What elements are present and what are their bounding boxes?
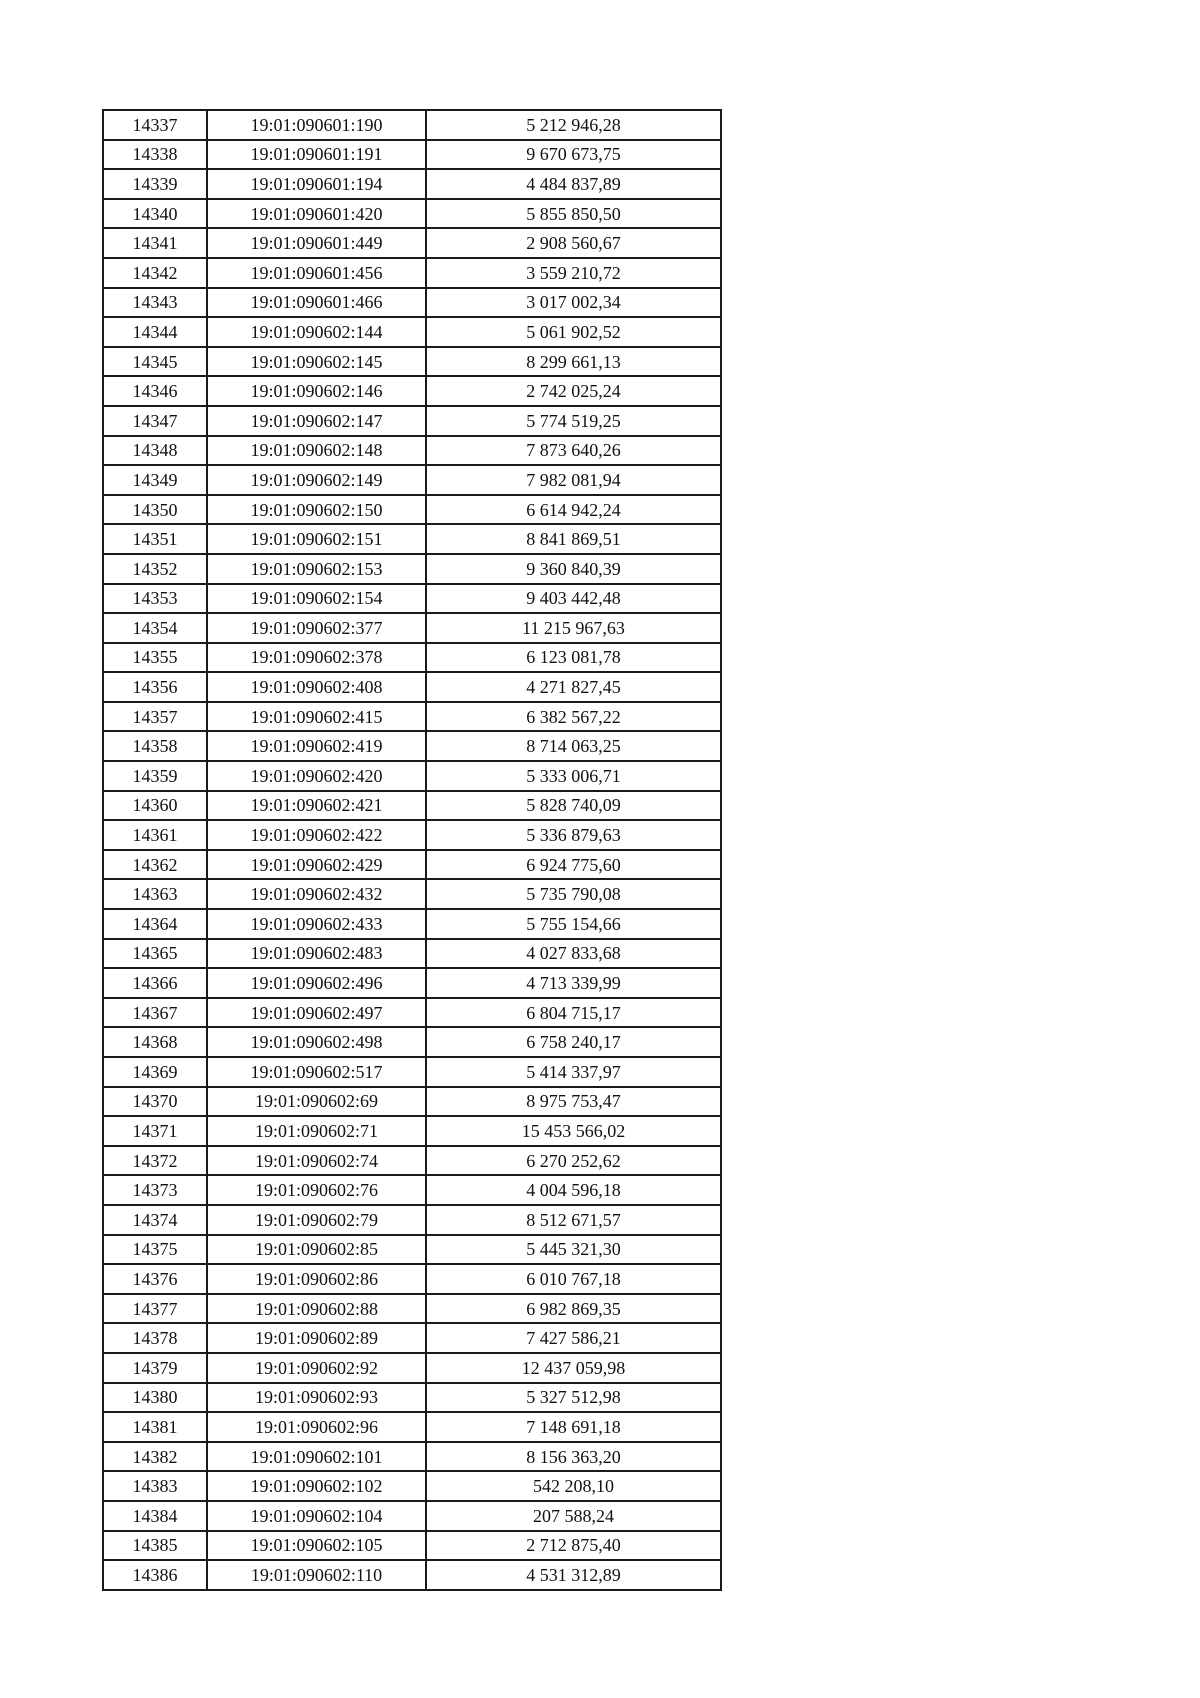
cadastral-number-cell: 19:01:090602:498 xyxy=(207,1027,426,1057)
cadastral-number-cell: 19:01:090602:79 xyxy=(207,1205,426,1235)
table-row xyxy=(103,1294,721,1324)
value-cell: 6 924 775,60 xyxy=(426,850,721,880)
cadastral-number-cell: 19:01:090602:86 xyxy=(207,1264,426,1294)
row-number-cell: 14361 xyxy=(103,820,207,850)
row-number-cell: 14374 xyxy=(103,1205,207,1235)
table-row xyxy=(103,1205,721,1235)
value-cell: 5 855 850,50 xyxy=(426,199,721,229)
row-number-cell: 14337 xyxy=(103,110,207,140)
value-cell: 9 403 442,48 xyxy=(426,584,721,614)
cadastral-number-cell: 19:01:090602:149 xyxy=(207,465,426,495)
table-row xyxy=(103,317,721,347)
value-cell: 4 027 833,68 xyxy=(426,939,721,969)
row-number-cell: 14358 xyxy=(103,731,207,761)
value-cell: 6 382 567,22 xyxy=(426,702,721,732)
table-row xyxy=(103,406,721,436)
cadastral-number-cell: 19:01:090602:150 xyxy=(207,495,426,525)
row-number-cell: 14363 xyxy=(103,879,207,909)
value-cell: 8 714 063,25 xyxy=(426,731,721,761)
cadastral-number-cell: 19:01:090602:517 xyxy=(207,1057,426,1087)
cadastral-number-cell: 19:01:090601:190 xyxy=(207,110,426,140)
cadastral-number-cell: 19:01:090602:89 xyxy=(207,1323,426,1353)
row-number-cell: 14384 xyxy=(103,1501,207,1531)
row-number-cell: 14381 xyxy=(103,1412,207,1442)
cadastral-number-cell: 19:01:090602:433 xyxy=(207,909,426,939)
value-cell: 2 742 025,24 xyxy=(426,376,721,406)
value-cell: 5 212 946,28 xyxy=(426,110,721,140)
row-number-cell: 14338 xyxy=(103,140,207,170)
cadastral-number-cell: 19:01:090602:85 xyxy=(207,1235,426,1265)
row-number-cell: 14353 xyxy=(103,584,207,614)
row-number-cell: 14346 xyxy=(103,376,207,406)
cadastral-number-cell: 19:01:090602:420 xyxy=(207,761,426,791)
value-cell: 2 712 875,40 xyxy=(426,1531,721,1561)
row-number-cell: 14342 xyxy=(103,258,207,288)
cadastral-number-cell: 19:01:090602:496 xyxy=(207,968,426,998)
value-cell: 5 336 879,63 xyxy=(426,820,721,850)
table-row xyxy=(103,228,721,258)
cadastral-number-cell: 19:01:090601:456 xyxy=(207,258,426,288)
cadastral-number-cell: 19:01:090602:497 xyxy=(207,998,426,1028)
row-number-cell: 14379 xyxy=(103,1353,207,1383)
value-cell: 6 758 240,17 xyxy=(426,1027,721,1057)
cadastral-number-cell: 19:01:090602:148 xyxy=(207,436,426,466)
cadastral-number-cell: 19:01:090602:92 xyxy=(207,1353,426,1383)
cadastral-number-cell: 19:01:090602:419 xyxy=(207,731,426,761)
table-row xyxy=(103,376,721,406)
row-number-cell: 14362 xyxy=(103,850,207,880)
table-row xyxy=(103,1383,721,1413)
value-cell: 4 271 827,45 xyxy=(426,672,721,702)
value-cell: 5 061 902,52 xyxy=(426,317,721,347)
row-number-cell: 14383 xyxy=(103,1471,207,1501)
value-cell: 8 841 869,51 xyxy=(426,524,721,554)
table-row xyxy=(103,1175,721,1205)
cadastral-number-cell: 19:01:090602:432 xyxy=(207,879,426,909)
table-row xyxy=(103,731,721,761)
value-cell: 6 123 081,78 xyxy=(426,643,721,673)
value-cell: 5 333 006,71 xyxy=(426,761,721,791)
table-row xyxy=(103,1560,721,1590)
table-row xyxy=(103,1471,721,1501)
table-row xyxy=(103,169,721,199)
table-row xyxy=(103,820,721,850)
cadastral-number-cell: 19:01:090602:74 xyxy=(207,1146,426,1176)
row-number-cell: 14370 xyxy=(103,1087,207,1117)
value-cell: 542 208,10 xyxy=(426,1471,721,1501)
cadastral-number-cell: 19:01:090602:154 xyxy=(207,584,426,614)
row-number-cell: 14364 xyxy=(103,909,207,939)
value-cell: 5 327 512,98 xyxy=(426,1383,721,1413)
cadastral-number-cell: 19:01:090602:93 xyxy=(207,1383,426,1413)
row-number-cell: 14377 xyxy=(103,1294,207,1324)
row-number-cell: 14357 xyxy=(103,702,207,732)
value-cell: 4 004 596,18 xyxy=(426,1175,721,1205)
row-number-cell: 14369 xyxy=(103,1057,207,1087)
row-number-cell: 14348 xyxy=(103,436,207,466)
cadastral-number-cell: 19:01:090602:429 xyxy=(207,850,426,880)
table-row xyxy=(103,524,721,554)
value-cell: 15 453 566,02 xyxy=(426,1116,721,1146)
cadastral-number-cell: 19:01:090601:466 xyxy=(207,288,426,318)
table-row xyxy=(103,761,721,791)
table-row xyxy=(103,1057,721,1087)
table-row xyxy=(103,998,721,1028)
cadastral-number-cell: 19:01:090602:69 xyxy=(207,1087,426,1117)
cadastral-number-cell: 19:01:090602:483 xyxy=(207,939,426,969)
row-number-cell: 14352 xyxy=(103,554,207,584)
value-cell: 5 828 740,09 xyxy=(426,791,721,821)
row-number-cell: 14344 xyxy=(103,317,207,347)
table-row xyxy=(103,199,721,229)
table-row xyxy=(103,436,721,466)
table-row xyxy=(103,968,721,998)
cadastral-number-cell: 19:01:090602:377 xyxy=(207,613,426,643)
row-number-cell: 14375 xyxy=(103,1235,207,1265)
cadastral-number-cell: 19:01:090602:421 xyxy=(207,791,426,821)
row-number-cell: 14385 xyxy=(103,1531,207,1561)
row-number-cell: 14372 xyxy=(103,1146,207,1176)
value-cell: 3 017 002,34 xyxy=(426,288,721,318)
table-row xyxy=(103,495,721,525)
table-row xyxy=(103,672,721,702)
value-cell: 6 614 942,24 xyxy=(426,495,721,525)
row-number-cell: 14386 xyxy=(103,1560,207,1590)
table-row xyxy=(103,1412,721,1442)
row-number-cell: 14341 xyxy=(103,228,207,258)
cadastral-number-cell: 19:01:090602:88 xyxy=(207,1294,426,1324)
table-row xyxy=(103,909,721,939)
table-row xyxy=(103,791,721,821)
value-cell: 6 270 252,62 xyxy=(426,1146,721,1176)
table-row xyxy=(103,702,721,732)
value-cell: 5 755 154,66 xyxy=(426,909,721,939)
value-cell: 207 588,24 xyxy=(426,1501,721,1531)
value-cell: 7 873 640,26 xyxy=(426,436,721,466)
cadastral-value-table xyxy=(102,109,722,1591)
value-cell: 6 804 715,17 xyxy=(426,998,721,1028)
value-cell: 5 414 337,97 xyxy=(426,1057,721,1087)
table-row xyxy=(103,1235,721,1265)
cadastral-number-cell: 19:01:090602:146 xyxy=(207,376,426,406)
table-row xyxy=(103,288,721,318)
row-number-cell: 14380 xyxy=(103,1383,207,1413)
cadastral-number-cell: 19:01:090601:194 xyxy=(207,169,426,199)
row-number-cell: 14345 xyxy=(103,347,207,377)
row-number-cell: 14349 xyxy=(103,465,207,495)
cadastral-number-cell: 19:01:090601:449 xyxy=(207,228,426,258)
table-row xyxy=(103,1027,721,1057)
row-number-cell: 14373 xyxy=(103,1175,207,1205)
cadastral-number-cell: 19:01:090602:104 xyxy=(207,1501,426,1531)
table-row xyxy=(103,1087,721,1117)
cadastral-number-cell: 19:01:090602:151 xyxy=(207,524,426,554)
value-cell: 8 512 671,57 xyxy=(426,1205,721,1235)
value-cell: 7 427 586,21 xyxy=(426,1323,721,1353)
value-cell: 8 156 363,20 xyxy=(426,1442,721,1472)
table-row xyxy=(103,850,721,880)
value-cell: 5 774 519,25 xyxy=(426,406,721,436)
table-row xyxy=(103,643,721,673)
table-row xyxy=(103,140,721,170)
row-number-cell: 14367 xyxy=(103,998,207,1028)
row-number-cell: 14382 xyxy=(103,1442,207,1472)
cadastral-number-cell: 19:01:090602:96 xyxy=(207,1412,426,1442)
row-number-cell: 14359 xyxy=(103,761,207,791)
value-cell: 4 484 837,89 xyxy=(426,169,721,199)
table-row xyxy=(103,554,721,584)
row-number-cell: 14368 xyxy=(103,1027,207,1057)
cadastral-number-cell: 19:01:090601:420 xyxy=(207,199,426,229)
table-row xyxy=(103,258,721,288)
value-cell: 4 713 339,99 xyxy=(426,968,721,998)
cadastral-number-cell: 19:01:090602:105 xyxy=(207,1531,426,1561)
row-number-cell: 14355 xyxy=(103,643,207,673)
cadastral-number-cell: 19:01:090602:145 xyxy=(207,347,426,377)
cadastral-number-cell: 19:01:090602:153 xyxy=(207,554,426,584)
table-row xyxy=(103,879,721,909)
value-cell: 8 975 753,47 xyxy=(426,1087,721,1117)
row-number-cell: 14339 xyxy=(103,169,207,199)
cadastral-number-cell: 19:01:090602:408 xyxy=(207,672,426,702)
table-row xyxy=(103,1442,721,1472)
value-cell: 5 735 790,08 xyxy=(426,879,721,909)
cadastral-number-cell: 19:01:090602:101 xyxy=(207,1442,426,1472)
cadastral-number-cell: 19:01:090602:110 xyxy=(207,1560,426,1590)
cadastral-number-cell: 19:01:090602:102 xyxy=(207,1471,426,1501)
table-row xyxy=(103,1146,721,1176)
cadastral-number-cell: 19:01:090602:378 xyxy=(207,643,426,673)
value-cell: 12 437 059,98 xyxy=(426,1353,721,1383)
table-row xyxy=(103,1264,721,1294)
row-number-cell: 14371 xyxy=(103,1116,207,1146)
value-cell: 11 215 967,63 xyxy=(426,613,721,643)
cadastral-number-cell: 19:01:090602:76 xyxy=(207,1175,426,1205)
value-cell: 4 531 312,89 xyxy=(426,1560,721,1590)
value-cell: 9 670 673,75 xyxy=(426,140,721,170)
table-row xyxy=(103,939,721,969)
table-row xyxy=(103,1116,721,1146)
row-number-cell: 14350 xyxy=(103,495,207,525)
value-cell: 9 360 840,39 xyxy=(426,554,721,584)
row-number-cell: 14354 xyxy=(103,613,207,643)
cadastral-number-cell: 19:01:090602:147 xyxy=(207,406,426,436)
table-row xyxy=(103,1531,721,1561)
row-number-cell: 14360 xyxy=(103,791,207,821)
table-row xyxy=(103,1323,721,1353)
row-number-cell: 14366 xyxy=(103,968,207,998)
value-cell: 5 445 321,30 xyxy=(426,1235,721,1265)
table-body xyxy=(103,110,721,1590)
table-row xyxy=(103,1501,721,1531)
row-number-cell: 14340 xyxy=(103,199,207,229)
cadastral-number-cell: 19:01:090601:191 xyxy=(207,140,426,170)
table-row xyxy=(103,613,721,643)
value-cell: 6 010 767,18 xyxy=(426,1264,721,1294)
cadastral-number-cell: 19:01:090602:415 xyxy=(207,702,426,732)
row-number-cell: 14347 xyxy=(103,406,207,436)
table-row xyxy=(103,1353,721,1383)
row-number-cell: 14376 xyxy=(103,1264,207,1294)
row-number-cell: 14356 xyxy=(103,672,207,702)
value-cell: 8 299 661,13 xyxy=(426,347,721,377)
table-row xyxy=(103,110,721,140)
cadastral-number-cell: 19:01:090602:422 xyxy=(207,820,426,850)
table-row xyxy=(103,584,721,614)
value-cell: 7 982 081,94 xyxy=(426,465,721,495)
cadastral-number-cell: 19:01:090602:71 xyxy=(207,1116,426,1146)
value-cell: 7 148 691,18 xyxy=(426,1412,721,1442)
row-number-cell: 14343 xyxy=(103,288,207,318)
value-cell: 3 559 210,72 xyxy=(426,258,721,288)
row-number-cell: 14351 xyxy=(103,524,207,554)
value-cell: 6 982 869,35 xyxy=(426,1294,721,1324)
row-number-cell: 14378 xyxy=(103,1323,207,1353)
value-cell: 2 908 560,67 xyxy=(426,228,721,258)
table-row xyxy=(103,347,721,377)
table-row xyxy=(103,465,721,495)
cadastral-number-cell: 19:01:090602:144 xyxy=(207,317,426,347)
row-number-cell: 14365 xyxy=(103,939,207,969)
